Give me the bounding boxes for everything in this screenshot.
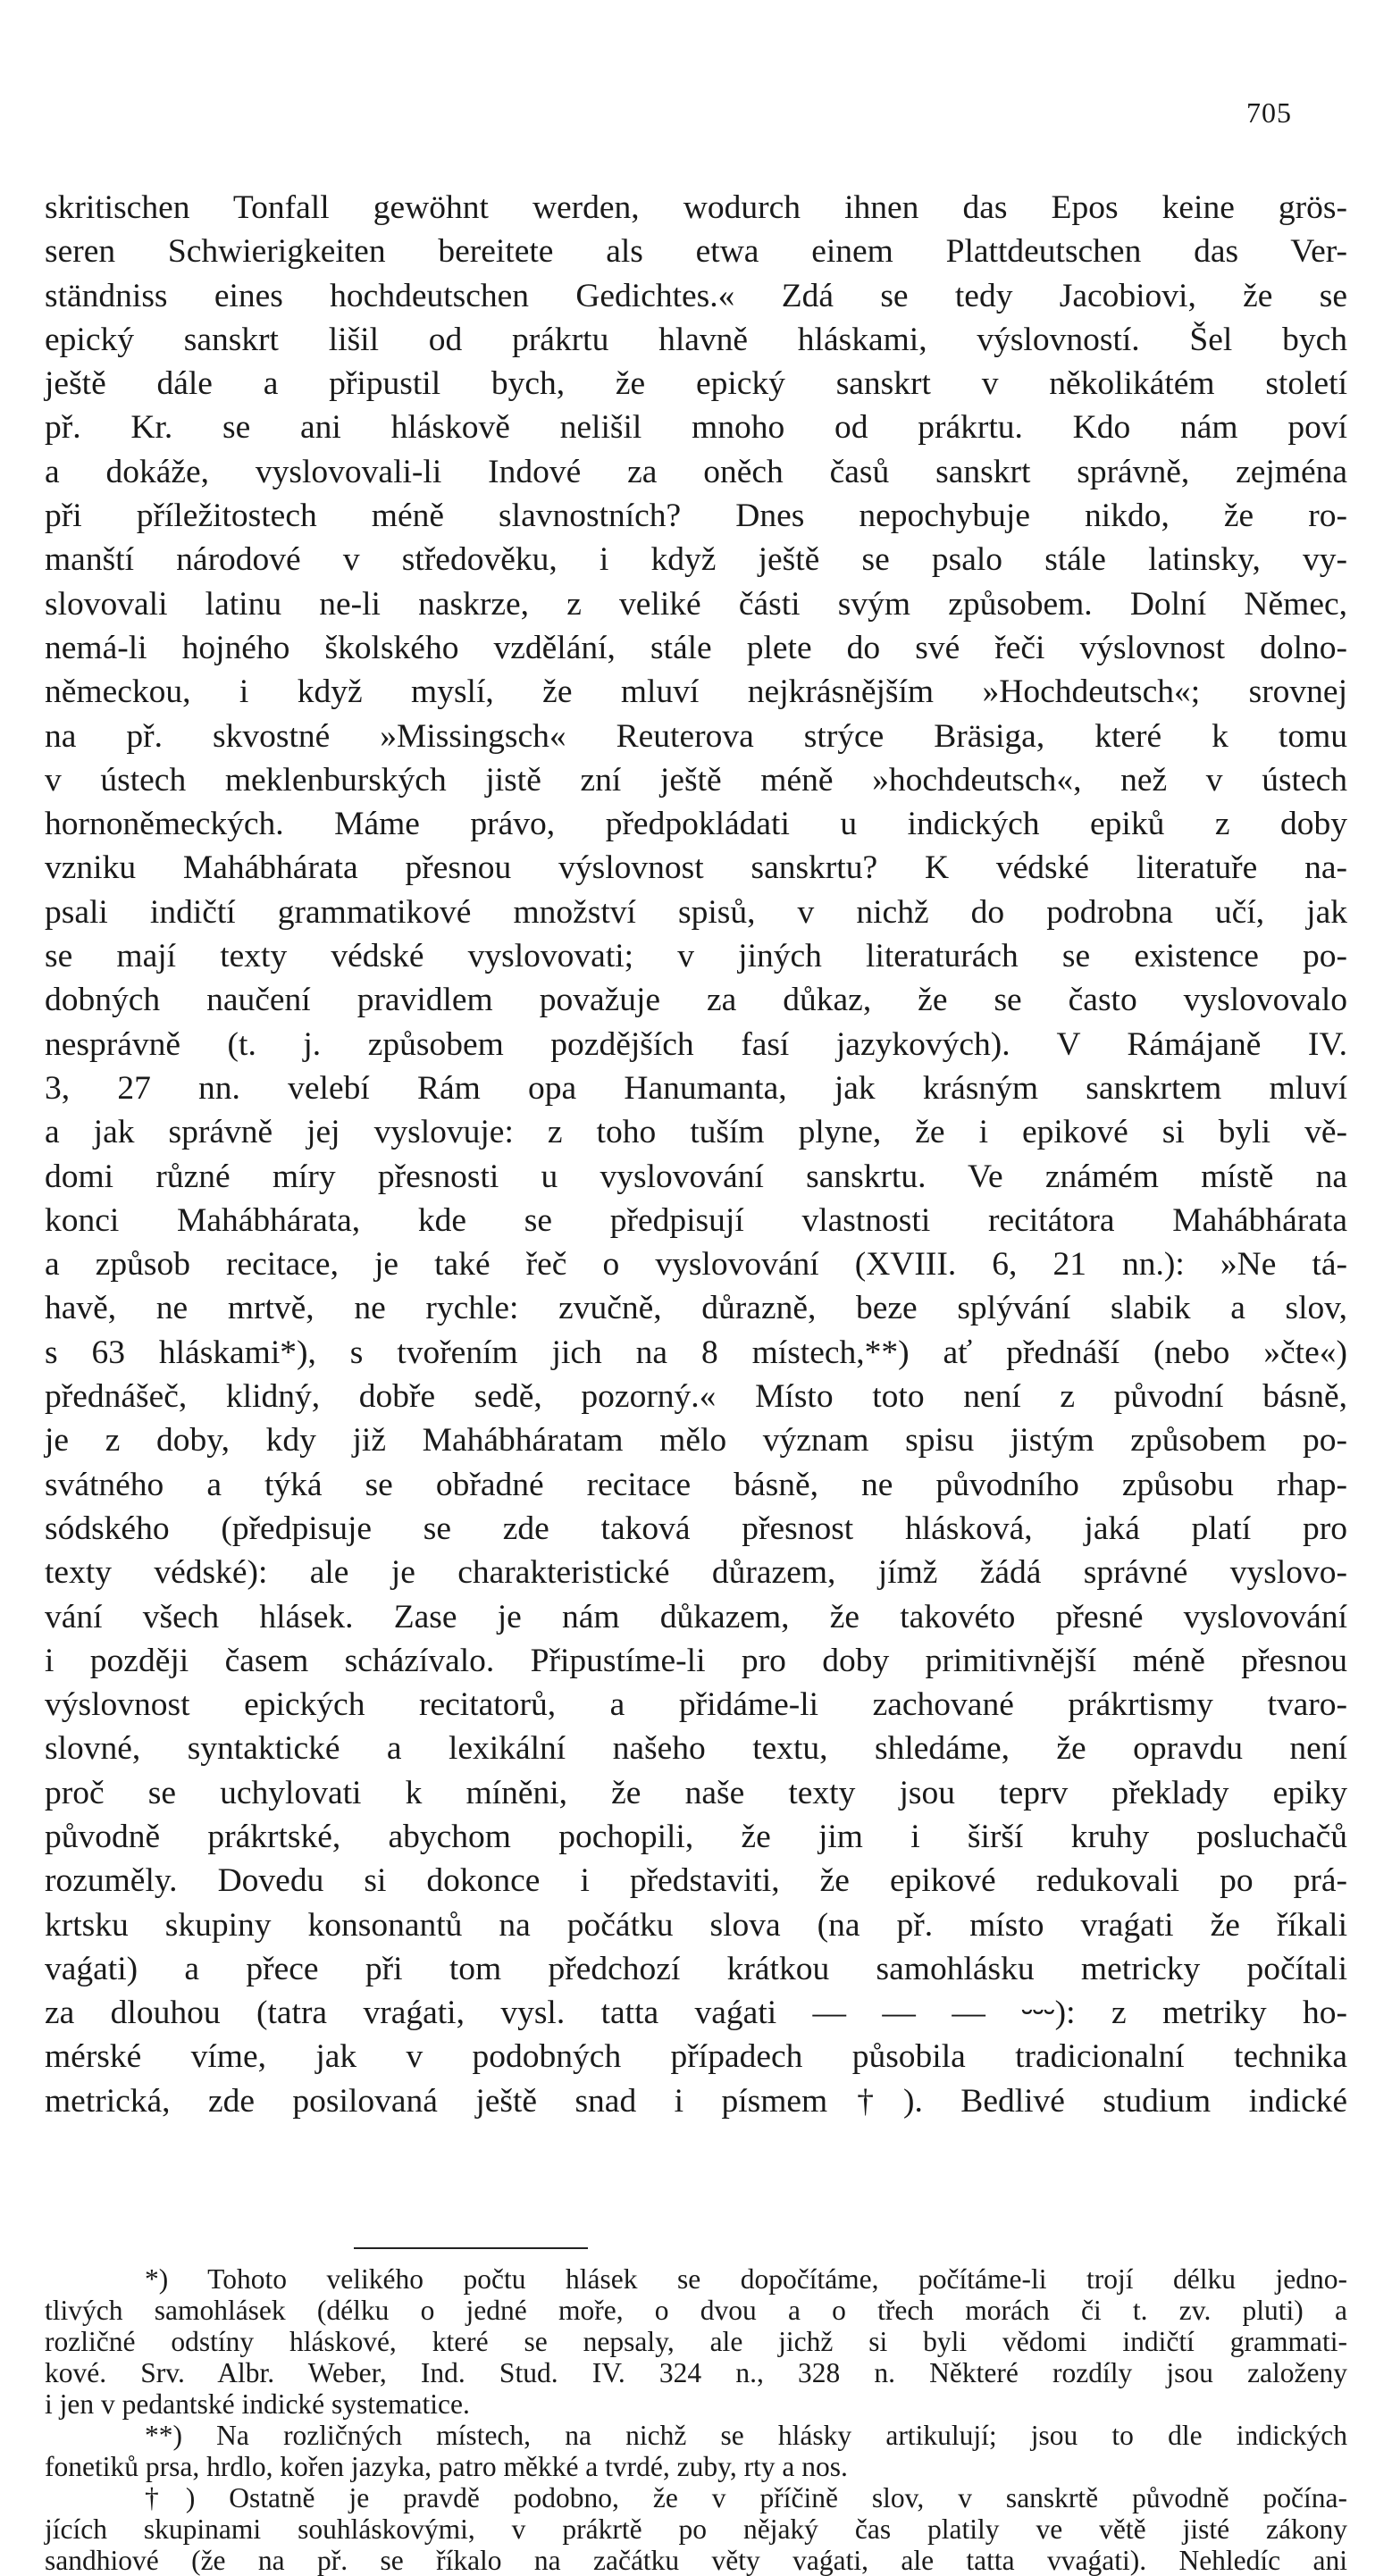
text-line: nemá-li hojného školského vzdělání, stále plete do své řeči výslovnost dolno- [45, 629, 1347, 666]
text-line: texty védské): ale je charakteristické důrazem, jímž žádá správné vyslovo- [45, 1554, 1347, 1592]
text-line: s 63 hláskami*), s tvořením jich na 8 místech,**) ať přednáší (nebo »čte«) [45, 1334, 1347, 1371]
text-line: metrická, zde posilovaná ještě snad i písmem†). Bedlivé studium indické [45, 2082, 1347, 2120]
text-line: psali indičtí grammatikové množství spisů, v nichž do podrobna učí, jak [45, 893, 1347, 931]
text-line: 3, 27 nn. velebí Rám opa Hanumanta, jak krásným sanskrtem mluví [45, 1069, 1347, 1107]
text-line: proč se uchylovati k míněni, že naše texty jsou teprv překlady epiky [45, 1774, 1347, 1811]
text-line: dobných naučení pravidlem považuje za důkaz, že se často vyslovovalo [45, 982, 1347, 1019]
text-line: a dokáže, vyslovovali-li Indové za oněch časů sanskrt správně, zejména [45, 453, 1347, 490]
text-line: nesprávně (t. j. způsobem pozdějších fasí jazykových). V Rámájaně IV. [45, 1025, 1347, 1063]
text-line: manští národové v středověku, i když ještě se psalo stále latinsky, vy- [45, 541, 1347, 579]
text-line: př. Kr. se ani hláskově nelišil mnoho od prákrtu. Kdo nám poví [45, 409, 1347, 447]
footnote-divider [354, 2247, 588, 2249]
text-line: havě, ne mrtvě, ne rychle: zvučně, důrazně, beze splývání slabik a slov, [45, 1290, 1347, 1327]
text-line: je z doby, kdy již Mahábháratam mělo význam spisu jistým způsobem po- [45, 1422, 1347, 1459]
footnote-line: rozličné odstíny hláskové, které se nepsaly, ale jichž si byli vědomi indičtí grammati- [45, 2326, 1347, 2357]
text-line: svátného a týká se obřadné recitace básně, ne původního způsobu rhap- [45, 1466, 1347, 1503]
footnote-line: jících skupinami souhláskovými, v prákrtě po nějaký čas platily ve větě jisté zákony [45, 2513, 1347, 2545]
text-line: a způsob recitace, je také řeč o vyslovování (XVIII. 6, 21 nn.): »Ne tá- [45, 1246, 1347, 1284]
footnote-line: sandhiové (že na př. se říkalo na začátku věty vaǵati, ale tatta vvaǵati). Nehledíc ani [45, 2545, 1347, 2576]
text-line: hornoněmeckých. Máme právo, předpokládati u indických epiků z doby [45, 806, 1347, 843]
footnote-line: tlivých samohlásek (délku o jedné moře, o dvou a o třech morách či t. zv. pluti) a [45, 2295, 1347, 2326]
text-line: přednášeč, klidný, dobře sedě, pozorný.« Místo toto není z původní básně, [45, 1378, 1347, 1416]
footnote-line: *) Tohoto velikého počtu hlásek se dopočítáme, počítáme-li trojí délku jedno- [145, 2263, 1347, 2295]
footnotes [45, 2263, 1347, 2576]
text-line: se mají texty védské vyslovovati; v jiných literaturách se existence po- [45, 938, 1347, 975]
text-line: ještě dále a připustil bych, že epický sanskrt v několikátém století [45, 365, 1347, 403]
text-line: na př. skvostné »Missingsch« Reuterova strýce Bräsiga, které k tomu [45, 717, 1347, 755]
text-line: ständniss eines hochdeutschen Gedichtes.« Zdá se tedy Jacobiovi, že se [45, 277, 1347, 314]
text-line: mérské víme, jak v podobných případech působila tradicionalní technika [45, 2038, 1347, 2076]
text-line: za dlouhou (tatra vraǵati, vysl. tatta vaǵati — — — ⏑⏑⏑): z metriky ho- [45, 1995, 1347, 2032]
text-line: při příležitostech méně slavnostních? Dnes nepochybuje nikdo, že ro- [45, 498, 1347, 535]
main-text [45, 186, 1347, 2123]
text-line: vaǵati) a přece při tom předchozí krátkou samohlásku metricky počítali [45, 1950, 1347, 1987]
text-line: konci Mahábhárata, kde se předpisují vlastnosti recitátora Mahábhárata [45, 1201, 1347, 1239]
text-line: výslovnost epických recitatorů, a přidáme-li zachované prákrtismy tvaro- [45, 1686, 1347, 1724]
text-line: epický sanskrt lišil od prákrtu hlavně hláskami, výslovností. Šel bych [45, 321, 1347, 358]
text-line: původně prákrtské, abychom pochopili, že jim i širší kruhy posluchačů [45, 1818, 1347, 1855]
text-line: sódského (předpisuje se zde taková přesnost hlásková, jaká platí pro [45, 1510, 1347, 1547]
page-number: 705 [1246, 96, 1292, 129]
footnote-line: i jen v pedantské indické systematice. [45, 2388, 470, 2420]
text-line: seren Schwierigkeiten bereitete als etwa einem Plattdeutschen das Ver- [45, 233, 1347, 271]
text-line: domi různé míry přesnosti u vyslovování sanskrtu. Ve známém místě na [45, 1158, 1347, 1195]
text-line: německou, i když myslí, že mluví nejkrásnějším »Hochdeutsch«; srovnej [45, 673, 1347, 711]
text-line: vzniku Mahábhárata přesnou výslovnost sanskrtu? K védské literatuře na- [45, 849, 1347, 887]
text-line: vání všech hlásek. Zase je nám důkazem, že takovéto přesné vyslovování [45, 1598, 1347, 1635]
text-line: i později časem scházívalo. Připustíme-li pro doby primitivnější méně přesnou [45, 1642, 1347, 1679]
text-line: krtsku skupiny konsonantů na počátku slova (na př. místo vraǵati že říkali [45, 1906, 1347, 1944]
text-line: skritischen Tonfall gewöhnt werden, wodurch ihnen das Epos keine grös- [45, 189, 1347, 226]
footnote-line: fonetiků prsa, hrdlo, kořen jazyka, patro měkké a tvrdé, zuby, rty a nos. [45, 2451, 848, 2482]
text-line: slovné, syntaktické a lexikální našeho textu, shledáme, že opravdu není [45, 1730, 1347, 1768]
footnote-line: **) Na rozličných místech, na nichž se hlásky artikulují; jsou to dle indických [145, 2420, 1347, 2451]
text-line: slovovali latinu ne-li naskrze, z veliké části svým způsobem. Dolní Němec, [45, 585, 1347, 623]
footnote-line: kové. Srv. Albr. Weber, Ind. Stud. IV. 324 n., 328 n. Některé rozdíly jsou založeny [45, 2357, 1347, 2388]
text-line: rozuměly. Dovedu si dokonce i představiti, že epikové redukovali po prá- [45, 1862, 1347, 1900]
text-line: v ústech meklenburských jistě zní ještě méně »hochdeutsch«, než v ústech [45, 761, 1347, 799]
text-line: a jak správně jej vyslovuje: z toho tuším plyne, že i epikové si byli vě- [45, 1114, 1347, 1151]
footnote-line: †) Ostatně je pravdě podobno, že v příčině slov, v sanskrtě původně počína- [145, 2482, 1347, 2513]
